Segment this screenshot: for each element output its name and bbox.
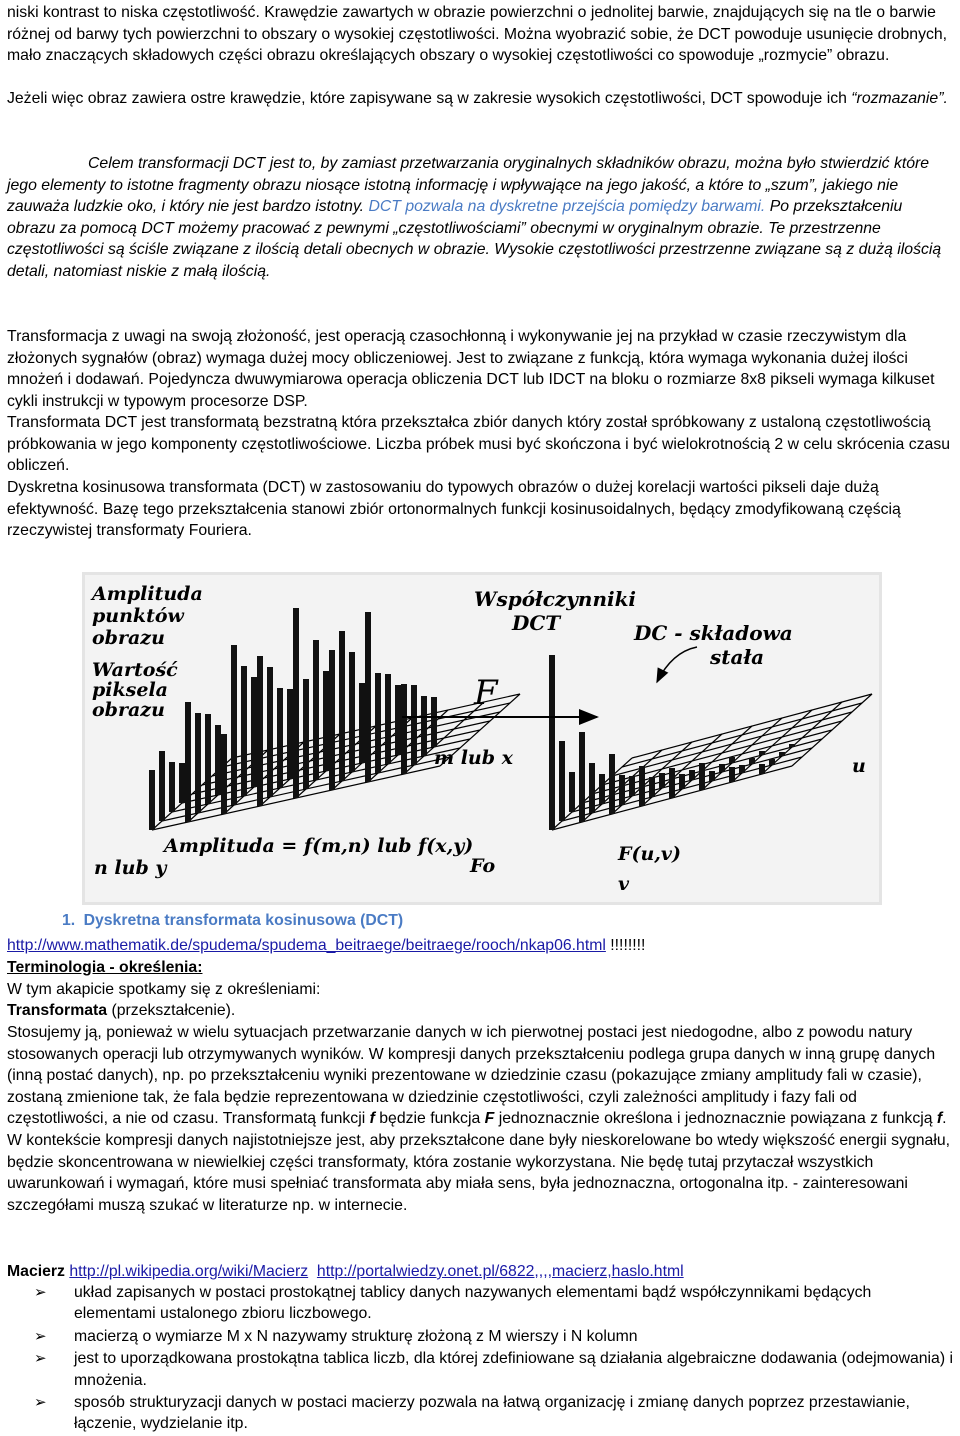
bar	[205, 714, 211, 804]
term-transform-bold: Transformata	[7, 1002, 108, 1019]
right-v-label: v	[618, 873, 630, 895]
transform-f2: f	[936, 1110, 943, 1128]
terminology-transform	[7, 1000, 954, 1022]
term-transform-rest: (przekształcenie).	[107, 1002, 236, 1019]
left-label-amplitude-3: obrazu	[92, 627, 165, 649]
bar	[365, 612, 371, 782]
bar	[421, 696, 427, 756]
bar	[401, 684, 407, 774]
caption-number: 1.	[62, 912, 76, 929]
terminology-heading	[7, 957, 954, 979]
paragraph-transform-explanation	[7, 1022, 954, 1216]
source-link[interactable]: http://www.mathematik.de/spudema/spudema_beitraege/beitraege/rooch/nkap06.html	[7, 937, 606, 954]
bar	[169, 762, 175, 812]
paragraph-lossless: Transformata DCT jest transformatą bezstratną która przekształca zbiór danych który został spróbkowany z ustaloną częstotliwością próbkowania w jego komponenty częstotliwościowe. Liczba próbek musi być skończona i być wielokrotnością 2 w celu skrócenia czasu obliczeń.	[7, 414, 951, 475]
transform-text-d: . W kontekście kompresji danych najistotniejsze jest, aby przekształcone dane były nieskorelowane bo wtedy większość energii sygnału, będzie skoncentrowana w niewielkiej części transformaty, która zostanie wykorzystana. Nie będę tutaj przytaczał wszystkich uwarunkowań i wymagań, które musi spełniać transformata aby miała sens, była jednoznaczna, ortogonalna itp. - zainteresowani szczegółami muszą szukać w literaturze np. w internecie.	[7, 1110, 951, 1214]
left-label-pixel-2: piksela	[92, 679, 168, 701]
paragraph-complexity: Transformacja z uwagi na swoją złożoność, jest operacją czasochłonną i wykonywanie jej na przykład w czasie rzeczywistym dla złożonych sygnałów (obraz) wymaga dużej mocy obliczeniowej. Jest to związane z funkcją, która wymaga wykonania dużej ilości mnożeń i dodawań. Pojedyncza dwuwymiarowa operacja obliczenia DCT lub IDCT na bloku o rozmiarze 8x8 pikseli wymaga kilkuset cykli instrukcji w typowym procesorze DSP.	[7, 328, 935, 410]
bar	[739, 765, 745, 773]
bar	[385, 674, 391, 764]
bar	[679, 774, 685, 789]
bar	[579, 732, 585, 822]
bar	[639, 772, 645, 787]
transform-text-c: jednoznacznie określona i jednoznacznie powiązana z funkcją	[494, 1110, 937, 1128]
bar	[759, 764, 765, 774]
list-item	[34, 1392, 954, 1435]
paragraph-edges-text: Jeżeli więc obraz zawiera ostre krawędzie, które zapisywane są w zakresie wysokich częstotliwości, DCT spowoduje ich	[7, 90, 852, 107]
bar	[629, 776, 635, 796]
bar	[277, 688, 283, 788]
dc-label-1: DC - składowa	[634, 621, 793, 645]
bar	[729, 757, 735, 763]
dct-goal-rest: Po przekształceniu obrazu za pomocą DCT możemy pracować z pewnymi „częstotliwościami” obecnymi w oryginalnym obrazie. Te przestrzenne częstotliwości są ściśle związane z ilością detali obecnych w obrazie. Wysokie częstotliwości przestrzenne związane są z dużą ilością detali, natomiast niskie z małą ilością.	[7, 198, 942, 280]
left-label-pixel-1: Wartość	[92, 659, 178, 681]
right-axis-u-label: u	[852, 755, 866, 777]
bar	[303, 679, 309, 789]
bar	[293, 608, 299, 798]
left-axis-y-label: n lub y	[94, 857, 167, 879]
bar	[339, 631, 345, 781]
bar	[231, 645, 237, 805]
bar	[659, 773, 665, 788]
bar	[359, 683, 365, 763]
bar	[579, 778, 585, 803]
bar	[749, 758, 755, 764]
bar	[599, 774, 605, 804]
transform-f-label: F	[474, 673, 498, 713]
macierz-bold: Macierz	[7, 1263, 65, 1280]
terminology-intro: W tym akapicie spotkamy się z określeniami:	[7, 981, 321, 998]
bar	[179, 763, 185, 803]
left-fo-label: Fo	[470, 855, 496, 877]
list-item	[34, 1282, 954, 1325]
bullet-text: sposób strukturyzacji danych w postaci macierzy pozwala na łatwą organizację i zmianę danych poprzez przestawianie, łączenie, wydzielanie itp.	[74, 1394, 910, 1433]
macierz-line	[7, 1261, 954, 1283]
bar	[241, 666, 247, 796]
bar	[719, 764, 725, 772]
bar	[267, 667, 273, 797]
bar	[329, 650, 335, 790]
dct-goal-text: Celem transformacji DCT jest to, by zamiast przetwarzania oryginalnych składników obrazu, można było stwierdzić które jego elementy to istotne fragmenty obrazu niosące istotną informację i wpływające na jego jakość, a które to „szum”, jakiego nie zauważa ludzkie oko, i który nie jest bardzo istotny.	[7, 155, 930, 216]
bar	[323, 671, 329, 771]
paragraph-edges-italic: “rozmazanie”.	[851, 90, 948, 107]
bar	[185, 702, 191, 822]
bar	[313, 640, 319, 780]
left-label-amplitude-2: punktów	[92, 605, 184, 627]
bar	[789, 744, 795, 747]
bar	[729, 767, 735, 782]
bullet-text: macierzą o wymiarze M x N nazywamy strukturę złożoną z M wierszy i N kolumn	[74, 1327, 638, 1345]
list-item	[34, 1326, 954, 1347]
bar	[619, 775, 625, 805]
bar	[349, 652, 355, 772]
bar	[609, 775, 615, 795]
bar	[559, 741, 565, 821]
bar	[287, 689, 293, 779]
left-axis-x-label: m lub x	[434, 747, 513, 769]
bar	[159, 751, 165, 821]
bar	[195, 713, 201, 813]
bar	[395, 685, 401, 755]
bar	[251, 677, 257, 787]
bar	[689, 770, 695, 780]
bar	[779, 752, 785, 756]
list-item	[34, 1348, 954, 1391]
bar	[549, 655, 555, 830]
bar	[759, 751, 765, 755]
bar	[375, 673, 381, 773]
bar	[221, 734, 227, 814]
bar	[411, 685, 417, 765]
dct-figure	[82, 572, 882, 905]
transform-text-a: Stosujemy ją, ponieważ w wielu sytuacjach przetwarzanie danych w ich pierwotnej postaci jest niedogodne, albo z powodu natury stosowanych operacji lub otrzymywanych wyników. W kompresji danych przekształceniu podlega grupa danych w inną grupę danych (inną postać danych), np. po przekształceniu wyniki prezentowane w dziedzinie czasu (pokazujące zmiany amplitudy fali w czasie), zostaną zmienione tak, że fala będzie reprezentowana w dziedzinie częstotliwości, czyli zależności amplitudy i fazy fali od częstotliwości, a nie od czasu. Transformatą funkcji	[7, 1024, 936, 1128]
caption-text: Dyskretna transformata kosinusowa (DCT)	[83, 912, 404, 929]
arrow-bullet-icon: ➢	[34, 1284, 47, 1301]
bar	[149, 770, 155, 830]
dct-figure-svg	[82, 572, 882, 905]
paragraph-dct-goal	[7, 153, 954, 283]
left-label-amplitude-1: Amplituda	[92, 583, 203, 605]
right-fuv-label: F(u,v)	[618, 843, 681, 865]
bar	[569, 772, 575, 812]
macierz-bullet-list	[34, 1282, 954, 1435]
figure-caption	[62, 912, 403, 930]
bar	[257, 656, 263, 806]
macierz-wiki-link[interactable]: http://pl.wikipedia.org/wiki/Macierz	[69, 1263, 309, 1280]
bar	[699, 763, 705, 771]
arrow-bullet-icon: ➢	[34, 1350, 47, 1368]
source-link-suffix: !!!!!!!!	[605, 937, 646, 954]
bullet-text: układ zapisanych w postaci prostokątnej tablicy danych nazywanych elementami bądź współczynnikami będących elementami ustalonego zbioru liczbowego.	[74, 1284, 872, 1323]
bar	[589, 763, 595, 813]
terminology-heading-text: Terminologia - określenia:	[7, 959, 203, 976]
transform-F: F	[484, 1110, 495, 1128]
bar	[215, 725, 221, 795]
bar	[431, 697, 437, 747]
transform-f: f	[369, 1110, 375, 1128]
left-label-pixel-3: obrazu	[92, 699, 165, 721]
bar	[649, 777, 655, 797]
bullet-text: jest to uporządkowana prostokątna tablica liczb, dla której zdefiniowane są działania algebraiczne dodawania (odejmowania) i mnożenia.	[74, 1350, 954, 1389]
source-link-line	[7, 935, 954, 957]
macierz-onet-link[interactable]: http://portalwiedzy.onet.pl/6822,,,,macierz,haslo.html	[316, 1263, 684, 1280]
dct-goal-blue: DCT pozwala na dyskretne przejścia pomiędzy barwami.	[368, 198, 766, 216]
paragraph-dct-efficiency: Dyskretna kosinusowa transformata (DCT) w zastosowaniu do typowych obrazów o dużej korelacji wartości pikseli daje dużą efektywność. Bazę tego przekształcenia stanowi zbiór ortonormalnych funkcji kosinusoidalnych, będący zmodyfikowaną częścią rzeczywistej transformaty Fouriera.	[7, 479, 901, 540]
coeff-label-1: Współczynniki	[474, 587, 637, 611]
coeff-label-2: DCT	[512, 611, 561, 635]
arrow-bullet-icon: ➢	[34, 1394, 47, 1412]
bar	[669, 769, 675, 779]
bar	[769, 759, 775, 765]
transform-text-b: będzie funkcja	[374, 1110, 485, 1128]
bar	[699, 770, 705, 790]
paragraph-edges	[7, 88, 954, 110]
dc-label-2: stała	[710, 645, 765, 669]
paragraph-intro: niski kontrast to niska częstotliwość. Krawędzie zawartych w obrazie powierzchni o jednolitej barwie, znajdujących się na tle o barwie różnej od barwy tych powierzchni to obszary o wysokiej częstotliwości. Można wyobrazić sobie, że DCT powoduje usunięcie drobnych, mało znaczących składowych części obrazu określających obszary o wysokiej częstotliwości co spowoduje „rozmycie” obrazu.	[7, 4, 948, 65]
amplitude-formula: Amplituda = f(m,n) lub f(x,y)	[164, 835, 474, 857]
bar	[709, 771, 715, 781]
arrow-bullet-icon: ➢	[34, 1327, 47, 1345]
